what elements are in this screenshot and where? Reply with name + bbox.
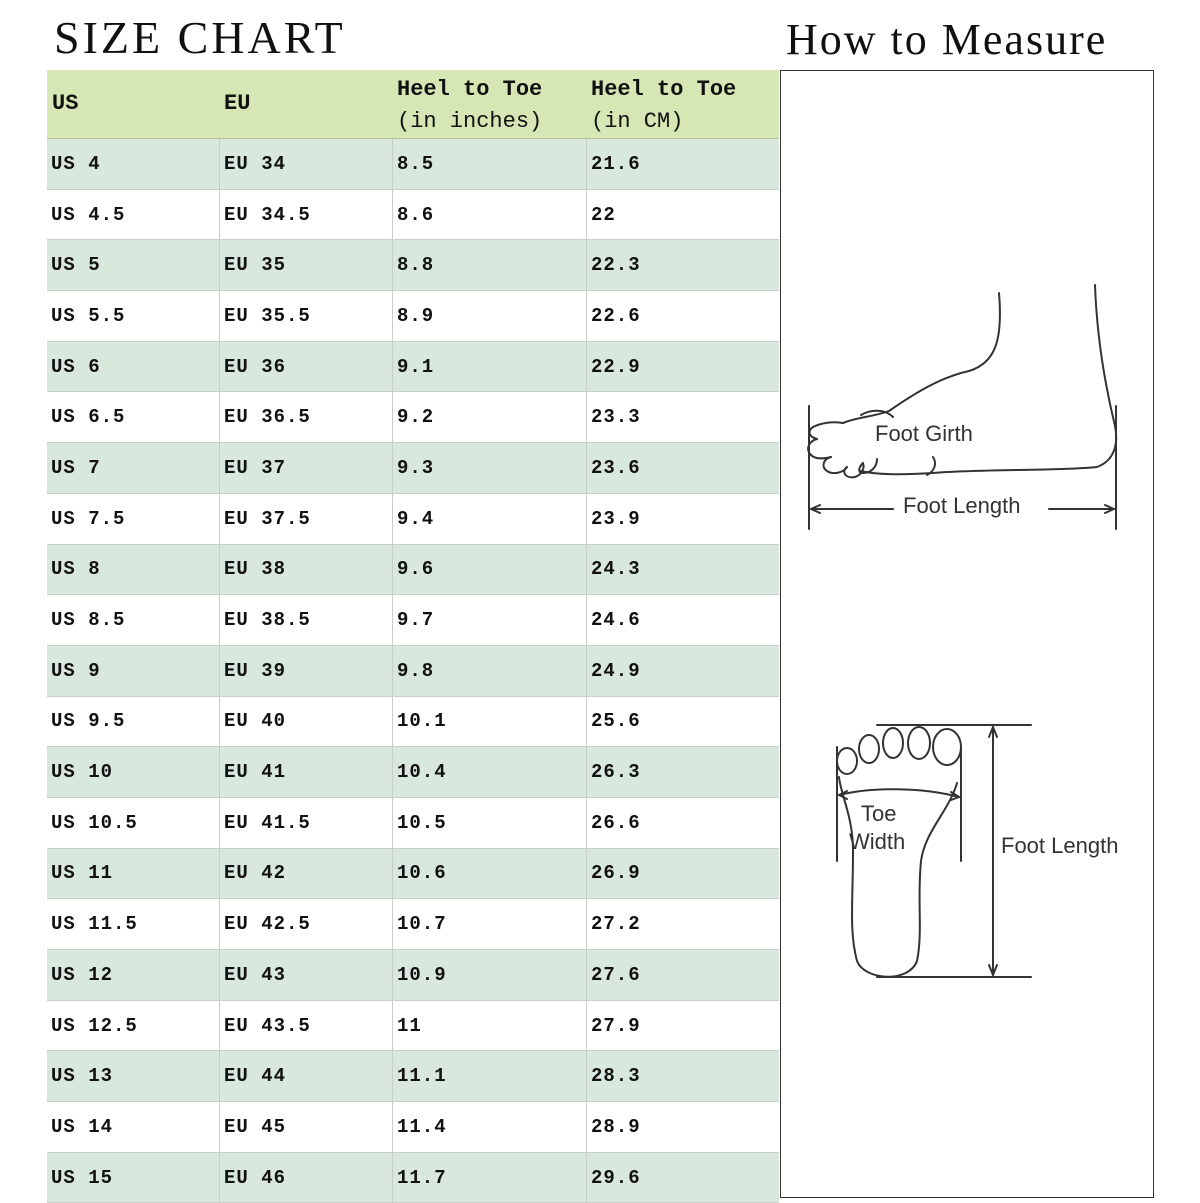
cell-eu: EU 34 bbox=[219, 139, 392, 189]
cell-cm: 28.3 bbox=[586, 1051, 779, 1101]
cell-eu: EU 41.5 bbox=[219, 798, 392, 848]
foot-length-sole-label: Foot Length bbox=[1001, 833, 1119, 858]
cell-eu: EU 42 bbox=[219, 849, 392, 899]
cell-us: US 10.5 bbox=[51, 811, 138, 834]
cell-inches: 10.7 bbox=[392, 899, 586, 949]
table-row bbox=[47, 595, 779, 646]
table-row bbox=[47, 545, 779, 596]
cell-us: US 5 bbox=[51, 254, 101, 277]
cell-cm: 28.9 bbox=[586, 1102, 779, 1152]
cell-cm: 23.6 bbox=[586, 443, 779, 493]
cell-us: US 5.5 bbox=[51, 304, 126, 327]
cell-cm: 24.9 bbox=[586, 646, 779, 696]
cell-eu: EU 35.5 bbox=[219, 291, 392, 341]
table-row bbox=[47, 443, 779, 494]
size-chart-table bbox=[47, 70, 779, 1203]
table-row bbox=[47, 849, 779, 900]
cell-eu: EU 36.5 bbox=[219, 392, 392, 442]
cell-eu: EU 38.5 bbox=[219, 595, 392, 645]
foot-length-side-label: Foot Length bbox=[897, 493, 1026, 519]
cell-cm: 25.6 bbox=[586, 697, 779, 747]
table-row bbox=[47, 342, 779, 393]
cell-cm: 26.3 bbox=[586, 747, 779, 797]
cell-eu: EU 36 bbox=[219, 342, 392, 392]
cell-us: US 11.5 bbox=[51, 913, 138, 936]
table-row bbox=[47, 392, 779, 443]
cell-cm: 29.6 bbox=[586, 1153, 779, 1203]
cell-us: US 12 bbox=[51, 963, 114, 986]
cell-eu: EU 35 bbox=[219, 240, 392, 290]
cell-inches: 10.6 bbox=[392, 849, 586, 899]
cell-us: US 10 bbox=[51, 761, 114, 784]
cell-inches: 8.5 bbox=[392, 139, 586, 189]
cell-inches: 10.5 bbox=[392, 798, 586, 848]
table-row bbox=[47, 1001, 779, 1052]
cell-cm: 22.3 bbox=[586, 240, 779, 290]
page-title: SIZE CHART bbox=[54, 12, 346, 63]
cell-inches: 10.9 bbox=[392, 950, 586, 1000]
cell-cm: 27.9 bbox=[586, 1001, 779, 1051]
table-row bbox=[47, 646, 779, 697]
table-row bbox=[47, 747, 779, 798]
foot-diagrams bbox=[781, 71, 1155, 1199]
cell-us: US 4 bbox=[51, 152, 101, 175]
table-row bbox=[47, 240, 779, 291]
cell-us: US 4.5 bbox=[51, 203, 126, 226]
cell-inches: 8.9 bbox=[392, 291, 586, 341]
cell-us: US 7 bbox=[51, 456, 101, 479]
cell-eu: EU 37 bbox=[219, 443, 392, 493]
cell-eu: EU 41 bbox=[219, 747, 392, 797]
cell-eu: EU 44 bbox=[219, 1051, 392, 1101]
toe-width-label-1: Toe bbox=[861, 801, 897, 826]
toe-width-label-2: Width bbox=[849, 829, 906, 854]
table-row bbox=[47, 1051, 779, 1102]
cell-us: US 7.5 bbox=[51, 507, 126, 530]
foot-girth-label: Foot Girth bbox=[875, 421, 973, 446]
table-body bbox=[47, 139, 779, 1203]
cell-cm: 22.6 bbox=[586, 291, 779, 341]
cell-us: US 8.5 bbox=[51, 609, 126, 632]
cell-cm: 22.9 bbox=[586, 342, 779, 392]
cell-eu: EU 43.5 bbox=[219, 1001, 392, 1051]
cell-cm: 24.3 bbox=[586, 545, 779, 595]
table-row bbox=[47, 1102, 779, 1153]
cell-cm: 24.6 bbox=[586, 595, 779, 645]
cell-us: US 12.5 bbox=[51, 1014, 138, 1037]
cell-cm: 27.2 bbox=[586, 899, 779, 949]
table-row bbox=[47, 798, 779, 849]
cell-inches: 9.1 bbox=[392, 342, 586, 392]
table-row bbox=[47, 950, 779, 1001]
cell-eu: EU 34.5 bbox=[219, 190, 392, 240]
table-row bbox=[47, 190, 779, 241]
cell-cm: 26.6 bbox=[586, 798, 779, 848]
header-us: US bbox=[52, 91, 79, 116]
cell-inches: 11 bbox=[392, 1001, 586, 1051]
cell-inches: 9.7 bbox=[392, 595, 586, 645]
cell-eu: EU 46 bbox=[219, 1153, 392, 1203]
cell-us: US 15 bbox=[51, 1166, 114, 1189]
table-row bbox=[47, 899, 779, 950]
cell-inches: 9.6 bbox=[392, 545, 586, 595]
table-row bbox=[47, 139, 779, 190]
cell-eu: EU 45 bbox=[219, 1102, 392, 1152]
cell-inches: 8.6 bbox=[392, 190, 586, 240]
table-row bbox=[47, 291, 779, 342]
how-to-measure-panel bbox=[780, 70, 1154, 1198]
cell-cm: 22 bbox=[586, 190, 779, 240]
cell-inches: 10.4 bbox=[392, 747, 586, 797]
cell-cm: 27.6 bbox=[586, 950, 779, 1000]
cell-inches: 11.7 bbox=[392, 1153, 586, 1203]
cell-cm: 21.6 bbox=[586, 139, 779, 189]
cell-cm: 26.9 bbox=[586, 849, 779, 899]
cell-eu: EU 37.5 bbox=[219, 494, 392, 544]
header-eu: EU bbox=[224, 91, 251, 116]
cell-inches: 9.3 bbox=[392, 443, 586, 493]
cell-cm: 23.3 bbox=[586, 392, 779, 442]
cell-eu: EU 43 bbox=[219, 950, 392, 1000]
header-cm: Heel to Toe (in CM) bbox=[591, 77, 737, 134]
table-row bbox=[47, 494, 779, 545]
table-row bbox=[47, 1153, 779, 1203]
cell-us: US 8 bbox=[51, 558, 101, 581]
how-to-measure-title: How to Measure bbox=[786, 15, 1108, 64]
cell-eu: EU 39 bbox=[219, 646, 392, 696]
table-header bbox=[47, 70, 779, 139]
cell-eu: EU 42.5 bbox=[219, 899, 392, 949]
cell-inches: 8.8 bbox=[392, 240, 586, 290]
cell-us: US 14 bbox=[51, 1115, 114, 1138]
cell-cm: 23.9 bbox=[586, 494, 779, 544]
header-inches: Heel to Toe (in inches) bbox=[397, 77, 543, 134]
table-row bbox=[47, 697, 779, 748]
cell-inches: 11.1 bbox=[392, 1051, 586, 1101]
cell-us: US 6.5 bbox=[51, 406, 126, 429]
cell-us: US 9 bbox=[51, 659, 101, 682]
cell-inches: 11.4 bbox=[392, 1102, 586, 1152]
cell-eu: EU 38 bbox=[219, 545, 392, 595]
cell-us: US 11 bbox=[51, 862, 114, 885]
cell-us: US 13 bbox=[51, 1065, 114, 1088]
cell-inches: 10.1 bbox=[392, 697, 586, 747]
cell-us: US 9.5 bbox=[51, 710, 126, 733]
cell-eu: EU 40 bbox=[219, 697, 392, 747]
cell-inches: 9.4 bbox=[392, 494, 586, 544]
cell-inches: 9.8 bbox=[392, 646, 586, 696]
cell-inches: 9.2 bbox=[392, 392, 586, 442]
cell-us: US 6 bbox=[51, 355, 101, 378]
